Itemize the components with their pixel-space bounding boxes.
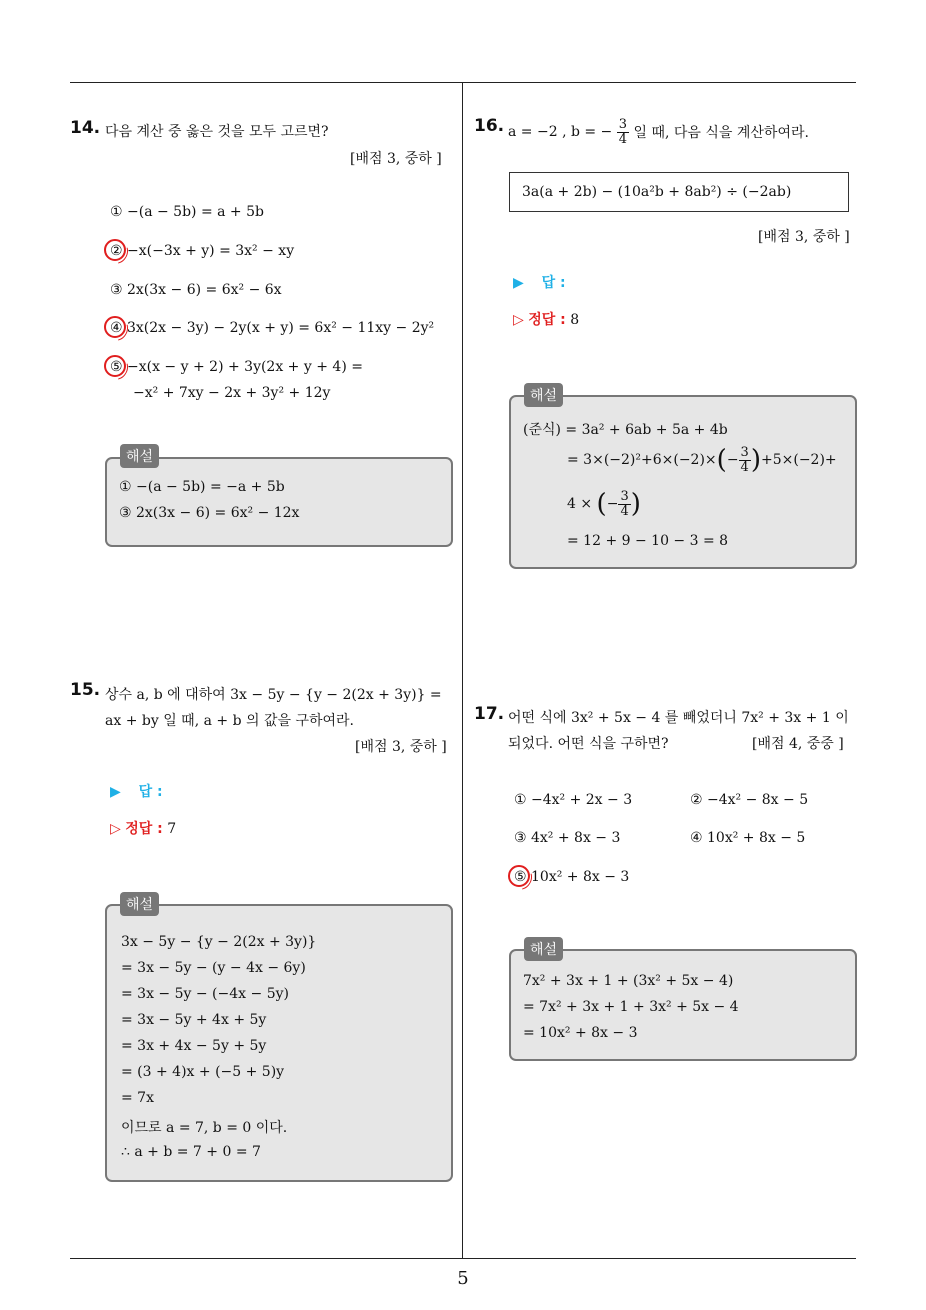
q17-prompt-line2: 되었다. 어떤 식을 구하면? (508, 736, 669, 752)
q15-answer-row[interactable] (110, 781, 163, 801)
q16-answer-label: 답 : (541, 275, 566, 291)
q14-solution-line: ① −(a − 5b) = −a + 5b (119, 479, 285, 495)
q15-solution-line: ∴ a + b = 7 + 0 = 7 (121, 1144, 261, 1160)
q16-prompt-pre: a = −2 , b = − (508, 124, 613, 141)
outline-arrow-icon: ▷ (110, 821, 121, 837)
q14-solution-box (105, 457, 453, 547)
q16-prompt (508, 118, 809, 146)
q16-solution-fraction: $\frac{3}{4}$ (620, 488, 629, 519)
q17-option-5[interactable]: ⑤ 10x² + 8x − 3 (514, 869, 630, 885)
top-rule (70, 82, 856, 83)
q15-solution-line: = 3x − 5y + 4x + 5y (121, 1012, 267, 1028)
q17-option-3[interactable]: ③ 4x² + 8x − 3 (514, 830, 621, 846)
outline-arrow-icon: ▷ (513, 312, 524, 328)
play-arrow-icon: ▶ (513, 275, 524, 291)
q17-solution-box (509, 949, 857, 1061)
q15-solution-box (105, 904, 453, 1182)
q15-solution-line: = (3 + 4)x + (−5 + 5)y (121, 1064, 285, 1080)
q15-solution-line: = 3x + 4x − 5y + 5y (121, 1038, 267, 1054)
q16-solution-fraction: $\frac{3}{4}$ (740, 444, 749, 475)
q14-option-1[interactable]: ① −(a − 5b) = a + 5b (110, 204, 264, 220)
q14-solution-line: ③ 2x(3x − 6) = 6x² − 12x (119, 505, 300, 521)
play-arrow-icon: ▶ (110, 784, 121, 800)
q16-correct-value: 8 (570, 312, 580, 328)
q14-meta: [배점 3, 중하 ] (350, 151, 442, 167)
q16-prompt-post: 일 때, 다음 식을 계산하여라. (633, 125, 809, 142)
q15-solution-line: = 3x − 5y − (y − 4x − 6y) (121, 960, 306, 976)
q14-option-2[interactable]: ② −x(−3x + y) = 3x² − xy (110, 243, 295, 259)
q15-prompt-line1: 상수 a, b 에 대하여 3x − 5y − {y − 2(2x + 3y)} = (105, 687, 442, 703)
q17-solution-line: = 7x² + 3x + 1 + 3x² + 5x − 4 (523, 999, 739, 1015)
q16-expression-box (509, 172, 849, 212)
q15-correct-label: 정답 : (125, 821, 163, 837)
q15-solution-line: 이므로 a = 7, b = 0 이다. (121, 1120, 288, 1136)
q17-option-1[interactable]: ① −4x² + 2x − 3 (514, 792, 633, 808)
q17-solution-tag: 해설 (524, 937, 563, 961)
bottom-rule (70, 1258, 856, 1259)
q16-solution-box (509, 395, 857, 569)
q16-correct-label: 정답 : (528, 312, 566, 328)
q14-solution-tag: 해설 (120, 444, 159, 468)
q16-meta: [배점 3, 중하 ] (758, 229, 850, 245)
q16-expression: 3a(a + 2b) − (10a²b + 8ab²) ÷ (−2ab) (522, 184, 792, 200)
q16-number: 16. (474, 116, 505, 136)
q16-prompt-fraction: $\frac{3}{4}$ (618, 117, 628, 147)
q15-solution-line: 3x − 5y − {y − 2(2x + 3y)} (121, 934, 317, 950)
q14-option-5[interactable]: ⑤ −x(x − y + 2) + 3y(2x + y + 4) = (110, 359, 363, 375)
q15-solution-line: = 3x − 5y − (−4x − 5y) (121, 986, 289, 1002)
q16-solution-line: 4 × (− $\frac{3}{4}$ ) (567, 488, 641, 519)
q14-number: 14. (70, 118, 101, 138)
q15-number: 15. (70, 680, 101, 700)
q17-option-2[interactable]: ② −4x² − 8x − 5 (690, 792, 809, 808)
q14-option-5-continued: −x² + 7xy − 2x + 3y² + 12y (133, 385, 331, 401)
q16-solution-tag: 해설 (524, 383, 563, 407)
page-number: 5 (457, 1268, 469, 1289)
column-divider (462, 82, 463, 1258)
q15-prompt-line2: ax + by 일 때, a + b 의 값을 구하여라. (105, 713, 355, 729)
q17-prompt-line1: 어떤 식에 3x² + 5x − 4 를 빼었더니 7x² + 3x + 1 이 (508, 710, 849, 726)
q15-answer-label: 답 : (138, 784, 163, 800)
q17-solution-line: = 10x² + 8x − 3 (523, 1025, 638, 1041)
q17-meta: [배점 4, 중중 ] (752, 736, 844, 752)
q15-solution-line: = 7x (121, 1090, 154, 1106)
q16-solution-line: = 3×(−2)²+6×(−2)×(− $\frac{3}{4}$ )+5×(−2)+ (567, 444, 837, 475)
q15-solution-tag: 해설 (120, 892, 159, 916)
q15-correct-value: 7 (167, 821, 177, 837)
q14-option-3[interactable]: ③ 2x(3x − 6) = 6x² − 6x (110, 282, 282, 298)
q15-meta: [배점 3, 중하 ] (355, 739, 447, 755)
q14-prompt: 다음 계산 중 옳은 것을 모두 고르면? (105, 124, 329, 140)
q17-number: 17. (474, 704, 505, 724)
q16-solution-line: (준식) = 3a² + 6ab + 5a + 4b (523, 422, 728, 438)
q16-correct-row (513, 309, 579, 329)
q16-solution-line: = 12 + 9 − 10 − 3 = 8 (567, 533, 729, 549)
q16-answer-row[interactable] (513, 272, 566, 292)
q15-correct-row (110, 818, 176, 838)
q17-option-4[interactable]: ④ 10x² + 8x − 5 (690, 830, 806, 846)
q14-option-4[interactable]: ④ 3x(2x − 3y) − 2y(x + y) = 6x² − 11xy − 2y² (110, 320, 435, 336)
q17-solution-line: 7x² + 3x + 1 + (3x² + 5x − 4) (523, 973, 734, 989)
